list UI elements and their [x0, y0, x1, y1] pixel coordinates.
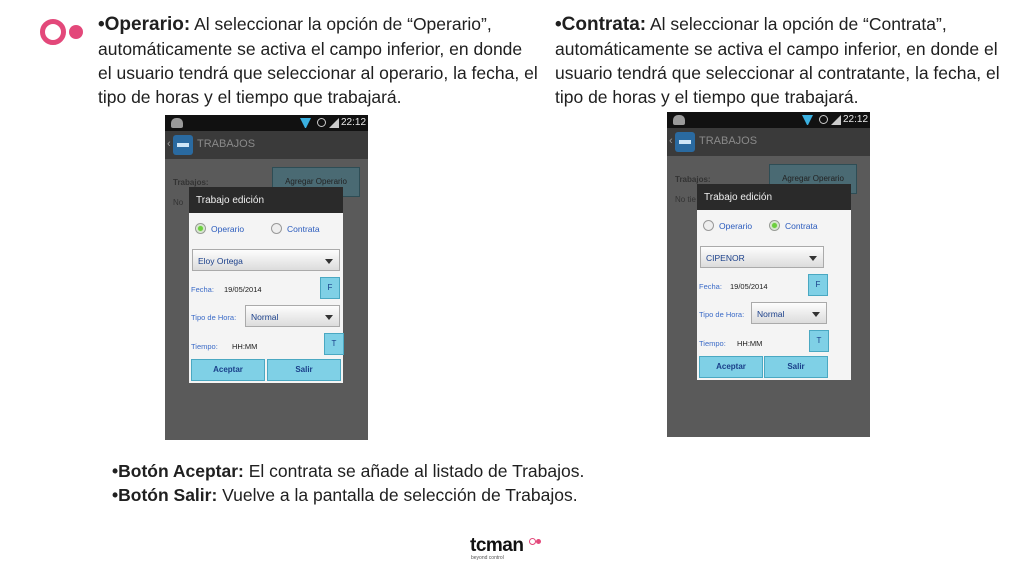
edit-dialog — [697, 184, 851, 380]
person-value: CIPENOR — [706, 253, 745, 263]
tiempo-value[interactable]: HH:MM — [737, 339, 763, 348]
note-exit-lead: •Botón Salir: — [112, 485, 218, 505]
tipo-hora-value: Normal — [251, 312, 279, 322]
footer-logo — [470, 535, 550, 565]
exit-button[interactable]: Salir — [764, 356, 828, 378]
tiempo-label: Tiempo: — [191, 342, 218, 351]
note-accept-text: El contrata se añade al listado de Trabajos. — [243, 461, 585, 481]
footer-wordmark: tcman — [470, 535, 524, 556]
note-exit — [112, 483, 712, 507]
button-notes — [112, 459, 712, 507]
status-time: 22:12 — [843, 114, 869, 125]
tiempo-label: Tiempo: — [699, 339, 726, 348]
wifi-icon — [300, 118, 311, 128]
radio-selected-icon — [769, 220, 780, 231]
fecha-value[interactable]: 19/05/2014 — [224, 285, 262, 294]
dialog-title: Trabajo edición — [189, 187, 343, 213]
wifi-icon — [802, 115, 813, 125]
person-value: Eloy Ortega — [198, 256, 243, 266]
contrata-text: Al seleccionar la opción de “Contrata”, automáticamente se activa el campo inferior, en donde el usuario tendrá que seleccionar al contratante, la fecha, el tipo de horas y el tiempo que trabajará. — [555, 14, 1000, 107]
chevron-down-icon — [812, 312, 820, 317]
radio-contrata-label: Contrata — [785, 221, 818, 231]
fecha-picker-button[interactable]: F — [320, 277, 340, 299]
accept-button[interactable]: Aceptar — [699, 356, 763, 378]
no-data-text: No tie — [675, 195, 696, 204]
radio-operario-label: Operario — [719, 221, 753, 231]
app-icon[interactable] — [675, 132, 695, 152]
no-sim-icon — [819, 115, 828, 124]
trabajos-label: Trabajos: — [173, 178, 209, 187]
exit-button[interactable]: Salir — [267, 359, 341, 381]
footer-tagline: beyond control — [471, 555, 504, 561]
fecha-value[interactable]: 19/05/2014 — [730, 282, 768, 291]
logo-ring — [40, 19, 66, 45]
tipo-hora-label: Tipo de Hora: — [191, 313, 237, 322]
tipo-hora-select[interactable] — [751, 302, 827, 324]
back-caret-icon[interactable]: ‹ — [669, 135, 673, 147]
no-data-text: No — [173, 198, 184, 207]
radio-unselected-icon — [703, 220, 714, 231]
operario-lead: •Operario: — [98, 14, 191, 35]
signal-icon — [831, 115, 841, 125]
add-operario-button[interactable]: Agregar Operario — [769, 164, 857, 194]
fecha-picker-button[interactable]: F — [808, 274, 828, 296]
logo-dot-icon — [536, 539, 541, 544]
back-caret-icon[interactable]: ‹ — [167, 138, 171, 150]
operario-description — [98, 12, 538, 109]
fecha-label: Fecha: — [699, 282, 722, 291]
radio-contrata-label: Contrata — [287, 224, 320, 234]
screen-title: TRABAJOS — [699, 135, 758, 147]
accept-button[interactable]: Aceptar — [191, 359, 265, 381]
screen-title: TRABAJOS — [197, 138, 256, 150]
fecha-label: Fecha: — [191, 285, 214, 294]
tiempo-picker-button[interactable]: T — [809, 330, 829, 352]
person-select[interactable] — [192, 249, 340, 271]
type-radio-group — [697, 218, 851, 234]
operario-text: Al seleccionar la opción de “Operario”, automáticamente se activa el campo inferior, en donde el usuario tendrá que seleccionar al operario, la fecha, el tipo de horas y el tiempo que trabajará. — [98, 14, 538, 107]
logo-ring-icon — [529, 538, 536, 545]
add-operario-button[interactable]: Agregar Operario — [272, 167, 360, 197]
status-bar — [667, 112, 870, 128]
status-bar — [165, 115, 368, 131]
contrata-lead: •Contrata: — [555, 14, 647, 35]
note-accept-lead: •Botón Aceptar: — [112, 461, 244, 481]
no-sim-icon — [317, 118, 326, 127]
tipo-hora-select[interactable] — [245, 305, 340, 327]
action-bar — [667, 128, 870, 156]
radio-unselected-icon — [271, 223, 282, 234]
note-accept — [112, 459, 712, 483]
phone-screenshot-operario — [165, 115, 368, 440]
note-exit-text: Vuelve a la pantalla de selección de Trabajos. — [217, 485, 578, 505]
tiempo-picker-button[interactable]: T — [324, 333, 344, 355]
radio-operario-label: Operario — [211, 224, 245, 234]
tipo-hora-value: Normal — [757, 309, 785, 319]
contrata-description — [555, 12, 1005, 109]
phone-screenshot-contrata — [667, 112, 870, 437]
trabajos-label: Trabajos: — [675, 175, 711, 184]
android-icon — [673, 115, 685, 125]
edit-dialog — [189, 187, 343, 383]
person-select[interactable] — [700, 246, 824, 268]
chevron-down-icon — [325, 259, 333, 264]
tipo-hora-label: Tipo de Hora: — [699, 310, 745, 319]
app-icon[interactable] — [173, 135, 193, 155]
tiempo-value[interactable]: HH:MM — [232, 342, 258, 351]
logo-dot — [69, 25, 83, 39]
dialog-title: Trabajo edición — [697, 184, 851, 210]
status-time: 22:12 — [341, 117, 367, 128]
signal-icon — [329, 118, 339, 128]
chevron-down-icon — [809, 256, 817, 261]
tcman-logo-icon — [40, 19, 84, 45]
type-radio-group — [189, 221, 343, 237]
chevron-down-icon — [325, 315, 333, 320]
radio-selected-icon — [195, 223, 206, 234]
action-bar — [165, 131, 368, 159]
android-icon — [171, 118, 183, 128]
